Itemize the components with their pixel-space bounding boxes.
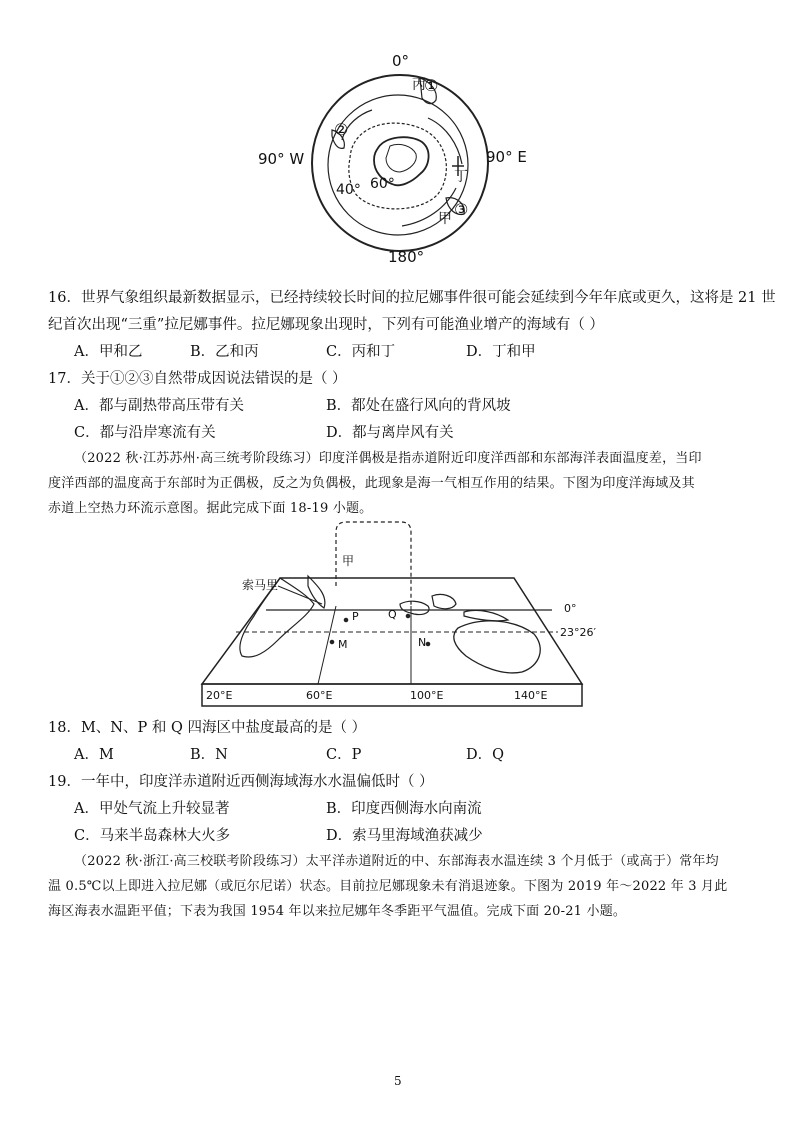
q18-option-d[interactable]: D．Q	[466, 747, 505, 763]
polar-label-circle3: ③	[454, 200, 469, 219]
polar-label-90w: 90° W	[258, 150, 305, 168]
fig2-label-n: N	[418, 636, 427, 649]
q16-option-c[interactable]: C．丙和丁	[326, 344, 396, 360]
q17-option-b[interactable]: B．都处在盛行风向的背风坡	[326, 398, 511, 414]
polar-label-ding: 丁	[454, 169, 468, 185]
somali-coast	[308, 576, 325, 608]
polar-label-90e: 90° E	[486, 148, 527, 166]
q17-option-c[interactable]: C．都与沿岸寒流有关	[74, 425, 216, 441]
point-n	[426, 642, 430, 646]
polar-label-180: 180°	[388, 248, 425, 266]
q16-line2: 纪首次出现“三重”拉尼娜事件。拉尼娜现象出现时，下列有可能渔业增产的海域有（ ）	[48, 317, 604, 333]
meridian-60e	[318, 606, 336, 684]
polar-label-40: 40°	[336, 182, 361, 198]
q18-stem: 18．M、N、P 和 Q 四海区中盐度最高的是（ ）	[48, 720, 367, 736]
polar-label-60: 60°	[370, 176, 395, 192]
q16-option-b[interactable]: B．乙和丙	[190, 344, 259, 360]
q17-option-d[interactable]: D．都与离岸风有关	[326, 425, 454, 441]
q19-stem: 19．一年中，印度洋赤道附近西侧海域海水水温偏低时（ ）	[48, 774, 434, 790]
fig2-label-100e: 100°E	[410, 689, 444, 702]
fig2-label-q: Q	[388, 608, 397, 621]
fig2-label-0deg: 0°	[564, 602, 577, 615]
polar-map-figure	[250, 48, 550, 270]
q16-line1: 16．世界气象组织最新数据显示，已经持续较长时间的拉尼娜事件很可能会延续到今年年底或更久，这将是 21 世	[48, 290, 776, 306]
q17-option-a[interactable]: A．都与副热带高压带有关	[74, 398, 244, 414]
indonesia-islands	[400, 601, 429, 614]
intro20-line1: （2022 秋·浙江·高三校联考阶段练习）太平洋赤道附近的中、东部海表水温连续 3 个月低于（或高于）常年均	[74, 854, 719, 869]
fig2-label-jia: 甲	[342, 554, 355, 568]
fig2-label-tropic: 23°26′	[560, 626, 596, 639]
q16-option-a[interactable]: A．甲和乙	[74, 344, 143, 360]
fig2-label-p: P	[352, 610, 359, 623]
current-arrow-east	[428, 118, 462, 164]
q19-option-d[interactable]: D．索马里海域渔获减少	[326, 828, 483, 844]
point-q	[406, 614, 410, 618]
polar-label-circle1: ①	[424, 76, 439, 95]
polar-label-circle2: ②	[334, 120, 349, 139]
q19-option-b[interactable]: B．印度西侧海水向南流	[326, 801, 482, 817]
fig2-label-140e: 140°E	[514, 689, 548, 702]
borneo	[432, 594, 456, 608]
somali-pointer	[278, 586, 322, 604]
page-number: 5	[394, 1074, 402, 1088]
q18-option-a[interactable]: A．M	[74, 747, 114, 763]
intro20-line2: 温 0.5℃以上即进入拉尼娜（或厄尔尼诺）状态。目前拉尼娜现象未有消退迹象。下图为 2019 年～2022 年 3 月此	[48, 879, 728, 894]
q18-option-b[interactable]: B．N	[190, 747, 228, 763]
point-m	[330, 640, 334, 644]
q16-option-d[interactable]: D．丁和甲	[466, 344, 536, 360]
intro20-line3: 海区海表水温距平值；下表为我国 1954 年以来拉尼娜年冬季距平气温值。完成下面 20-21 小题。	[48, 904, 627, 919]
polar-label-jia: 甲	[438, 211, 452, 227]
polar-label-bing: 丙	[412, 77, 426, 93]
q17-stem: 17．关于①②③自然带成因说法错误的是（ ）	[48, 371, 347, 387]
australia	[454, 621, 540, 673]
new-guinea	[464, 610, 508, 620]
indian-ocean-figure	[196, 516, 596, 711]
intro18-line1: （2022 秋·江苏苏州·高三统考阶段练习）印度洋偶极是指赤道附近印度洋西部和东部海洋表面温度差，当印	[74, 451, 702, 466]
intro18-line3: 赤道上空热力环流示意图。据此完成下面 18-19 小题。	[48, 501, 373, 516]
intro18-line2: 度洋西部的温度高于东部时为正偶极，反之为负偶极，此现象是海一气相互作用的结果。下图为印度洋海域及其	[48, 476, 695, 491]
q19-option-c[interactable]: C．马来半岛森林大火多	[74, 828, 231, 844]
fig2-label-20e: 20°E	[206, 689, 233, 702]
q18-option-c[interactable]: C．P	[326, 747, 362, 763]
fig2-label-60e: 60°E	[306, 689, 333, 702]
fig2-label-somali: 索马里	[242, 578, 279, 592]
point-p	[344, 618, 348, 622]
polar-map-graphics	[312, 75, 488, 251]
fig2-label-m: M	[338, 638, 348, 651]
q19-option-a[interactable]: A．甲处气流上升较显著	[74, 801, 230, 817]
polar-label-0: 0°	[392, 52, 410, 70]
map-box-top	[202, 578, 582, 684]
